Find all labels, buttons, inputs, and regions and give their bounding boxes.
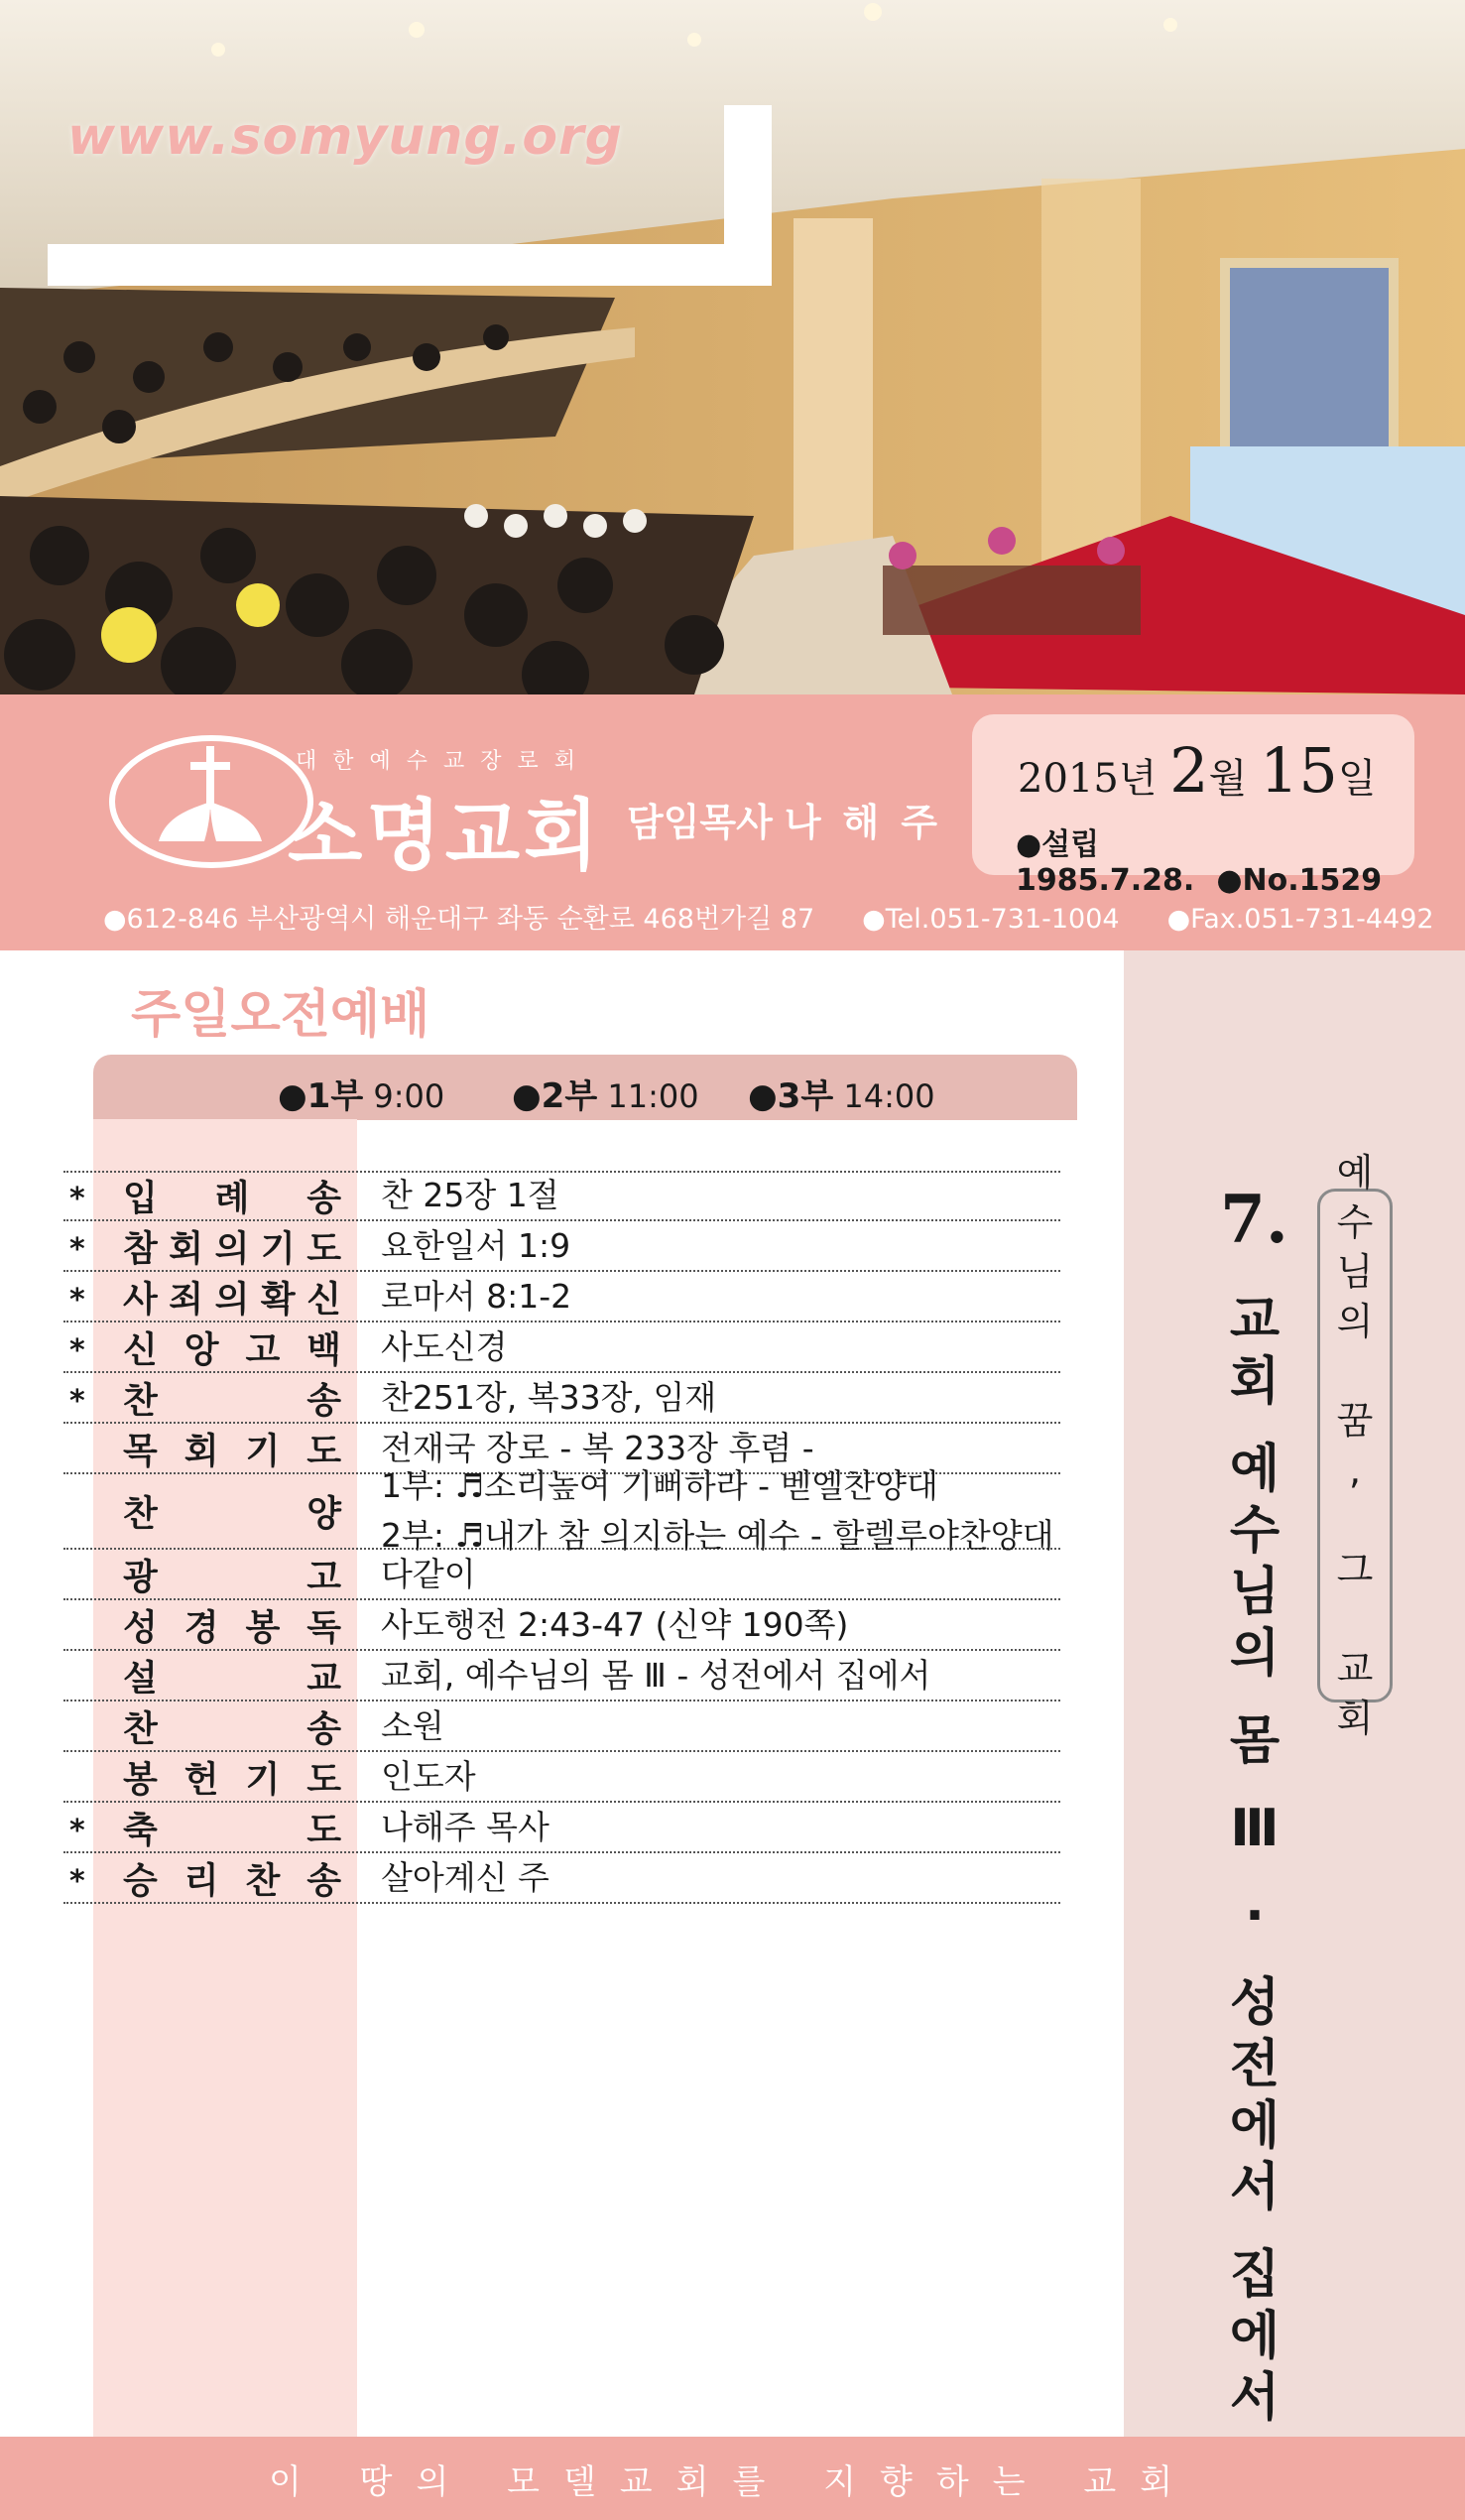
- program-item-value-line: 2부: ♬내가 참 의지하는 예수 - 할렐루야찬양대: [381, 1516, 1054, 1555]
- series-char: 꿈: [1336, 1399, 1374, 1443]
- date-day-number: 15: [1259, 734, 1338, 807]
- program-item-value: [381, 1701, 444, 1751]
- program-item-label: 설 교: [123, 1658, 341, 1699]
- program-row: [63, 1373, 1060, 1424]
- program-item-value: [381, 1461, 1053, 1561]
- sermon-title-char: 예: [1229, 1440, 1281, 1499]
- program-item-label: 참 회 의 기 도: [123, 1228, 341, 1269]
- program-item-value: [381, 1550, 476, 1599]
- decorative-bar: [48, 244, 772, 286]
- program-item-value: [381, 1323, 508, 1372]
- service-time-2: [512, 1069, 699, 1117]
- sermon-title-char: 의: [1229, 1624, 1281, 1684]
- pastor-label: 담임목사: [627, 801, 773, 844]
- church-logo-icon: [107, 732, 315, 871]
- date-year: 2015년: [1018, 756, 1158, 802]
- program-row: [63, 1221, 1060, 1272]
- sermon-title-char: 회: [1229, 1352, 1281, 1412]
- series-char: [1349, 1594, 1361, 1644]
- program-row: [63, 1853, 1060, 1904]
- bulletin-date: [1018, 734, 1377, 807]
- date-month-number: 2: [1169, 734, 1209, 807]
- series-char: [1349, 1346, 1361, 1396]
- sermon-title-char: Ⅲ: [1230, 1799, 1280, 1858]
- program-item-value-line: 교회, 예수님의 몸 Ⅲ - 성전에서 집에서: [381, 1655, 931, 1695]
- program-item-value-line: 로마서 8:1-2: [381, 1276, 572, 1316]
- program-item-label: 찬 양: [123, 1493, 341, 1535]
- program-item-value-line: 다같이: [381, 1554, 476, 1593]
- sermon-title-char: 수: [1229, 1501, 1281, 1561]
- series-char: ,: [1348, 1449, 1362, 1492]
- telephone[interactable]: ●Tel.051-731-1004: [862, 904, 1120, 935]
- program-row: [63, 1651, 1060, 1701]
- program-item-value: [381, 1221, 570, 1271]
- address: ●612-846 부산광역시 해운대구 좌동 순환로 468번가길 87: [103, 904, 815, 935]
- church-name: 소명교회: [288, 792, 603, 881]
- program-row: [63, 1272, 1060, 1323]
- standing-mark: *: [69, 1181, 85, 1216]
- program-item-label: 신 앙 고 백: [123, 1329, 341, 1370]
- service-time-1: [278, 1069, 444, 1117]
- service-time-value-1: 9:00: [373, 1077, 445, 1115]
- sermon-title-char: 서: [1229, 2158, 1281, 2217]
- standing-mark: *: [69, 1282, 85, 1318]
- standing-mark: *: [69, 1332, 85, 1368]
- program-item-value-line: 사도행전 2:43-47 (신약 190쪽): [381, 1604, 849, 1644]
- program-item-value-line: 인도자: [381, 1756, 476, 1796]
- program-row: [63, 1171, 1060, 1221]
- program-item-value: [381, 1752, 476, 1802]
- founding-info: [1016, 819, 1414, 898]
- sermon-title-char: ·: [1245, 1886, 1265, 1946]
- program-item-label: 승 리 찬 송: [123, 1860, 341, 1901]
- service-part-2: ●2부: [512, 1076, 598, 1116]
- program-item-value-line: 찬251장, 복33장, 임재: [381, 1377, 717, 1417]
- program-item-value-line: 요한일서 1:9: [381, 1225, 571, 1265]
- standing-mark: *: [69, 1231, 85, 1267]
- program-row: [63, 1466, 1060, 1555]
- decorative-post: [724, 105, 772, 286]
- service-title: 주일오전예배: [131, 985, 430, 1045]
- sermon-title-char: 성: [1229, 1973, 1281, 2033]
- series-char: [1349, 1495, 1361, 1545]
- program-item-value-line: 소원: [381, 1705, 444, 1745]
- program-item-value: [381, 1803, 549, 1852]
- sermon-title-char: 서: [1229, 2368, 1281, 2428]
- program-item-value-line: 1부: ♬소리높여 기뻐하라 - 벧엘찬양대: [381, 1466, 938, 1505]
- program-item-label: 축 도: [123, 1810, 341, 1850]
- program-item-value: [381, 1373, 716, 1423]
- series-char: 회: [1336, 1697, 1374, 1740]
- standing-mark: *: [69, 1383, 85, 1419]
- sermon-title-char: 집: [1229, 2245, 1281, 2305]
- program-item-label: 봉 헌 기 도: [123, 1759, 341, 1800]
- sanctuary-illustration: [0, 0, 1465, 694]
- program-item-label: 찬 송: [123, 1380, 341, 1421]
- order-of-worship: [63, 1171, 1060, 1904]
- denomination-label: 대한예수교장로회: [296, 749, 592, 774]
- program-item-label: 광 고: [123, 1557, 341, 1597]
- sermon-series-box: [1317, 1151, 1393, 1740]
- program-item-value-line: 전재국 장로 - 복 233장 후렴 -: [381, 1428, 814, 1467]
- series-char: 예: [1336, 1151, 1374, 1195]
- sermon-title-char: 님: [1229, 1563, 1281, 1622]
- program-row: [63, 1323, 1060, 1373]
- program-item-label: 사 죄 의 확 신: [123, 1279, 341, 1320]
- website-url[interactable]: www.somyung.org: [67, 107, 623, 167]
- program-item-value: [381, 1600, 848, 1650]
- fax: ●Fax.051-731-4492: [1166, 904, 1434, 935]
- sermon-title-char: 전: [1229, 2035, 1281, 2094]
- issue-number: ●No.1529: [1216, 863, 1383, 898]
- service-times-bar: [93, 1055, 1077, 1120]
- founded-date: ●설립1985.7.28.: [1016, 827, 1195, 898]
- program-item-value-line: 사도신경: [381, 1326, 508, 1366]
- service-part-3: ●3부: [748, 1076, 834, 1116]
- series-char: 수: [1336, 1200, 1374, 1244]
- sermon-title: [1212, 1290, 1297, 2429]
- footer-band: [0, 2437, 1465, 2520]
- sermon-title-char: 에: [1229, 2096, 1281, 2156]
- standing-mark: *: [69, 1863, 85, 1899]
- program-item-value-line: 찬 25장 1절: [381, 1175, 559, 1214]
- pastor-line: [627, 792, 959, 846]
- service-time-value-3: 14:00: [843, 1077, 935, 1115]
- series-char: 그: [1336, 1548, 1374, 1591]
- program-row: [63, 1752, 1060, 1803]
- date-day-unit: 일: [1337, 756, 1377, 802]
- program-item-value-line: 살아계신 주: [381, 1857, 549, 1897]
- series-char: 의: [1336, 1300, 1374, 1343]
- program-row: [63, 1600, 1060, 1651]
- bulletin-header: [0, 694, 1465, 950]
- standing-mark: *: [69, 1813, 85, 1848]
- program-item-label: 목 회 기 도: [123, 1431, 341, 1471]
- program-item-label: 입 례 송: [123, 1178, 341, 1218]
- series-char: 님: [1336, 1250, 1374, 1294]
- church-motto: 이 땅의 모델교회를 지향하는 교회: [268, 2462, 1197, 2502]
- series-char: 교: [1336, 1647, 1374, 1691]
- program-item-label: 성 경 봉 독: [123, 1607, 341, 1648]
- sermon-title-char: 몸: [1229, 1711, 1281, 1771]
- service-time-value-2: 11:00: [607, 1077, 699, 1115]
- program-item-value: [381, 1272, 571, 1322]
- program-item-value: [381, 1651, 930, 1701]
- pastor-name: 나해주: [784, 801, 959, 844]
- service-time-3: [748, 1069, 935, 1117]
- date-box: [972, 714, 1414, 898]
- sermon-number: 7.: [1220, 1181, 1288, 1258]
- program-item-label: 찬 송: [123, 1708, 341, 1749]
- program-item-value-line: 나해주 목사: [381, 1807, 549, 1846]
- program-item-value: [381, 1853, 549, 1903]
- service-part-1: ●1부: [278, 1076, 364, 1116]
- sermon-title-char: 에: [1229, 2307, 1281, 2366]
- program-row: [63, 1701, 1060, 1752]
- program-row: [63, 1803, 1060, 1853]
- date-month-unit: 월: [1208, 756, 1248, 802]
- program-item-value: [381, 1171, 559, 1220]
- sermon-title-char: 교: [1229, 1291, 1281, 1350]
- program-row: [63, 1550, 1060, 1600]
- hero-photo: [0, 0, 1465, 694]
- contact-info: [103, 897, 1465, 936]
